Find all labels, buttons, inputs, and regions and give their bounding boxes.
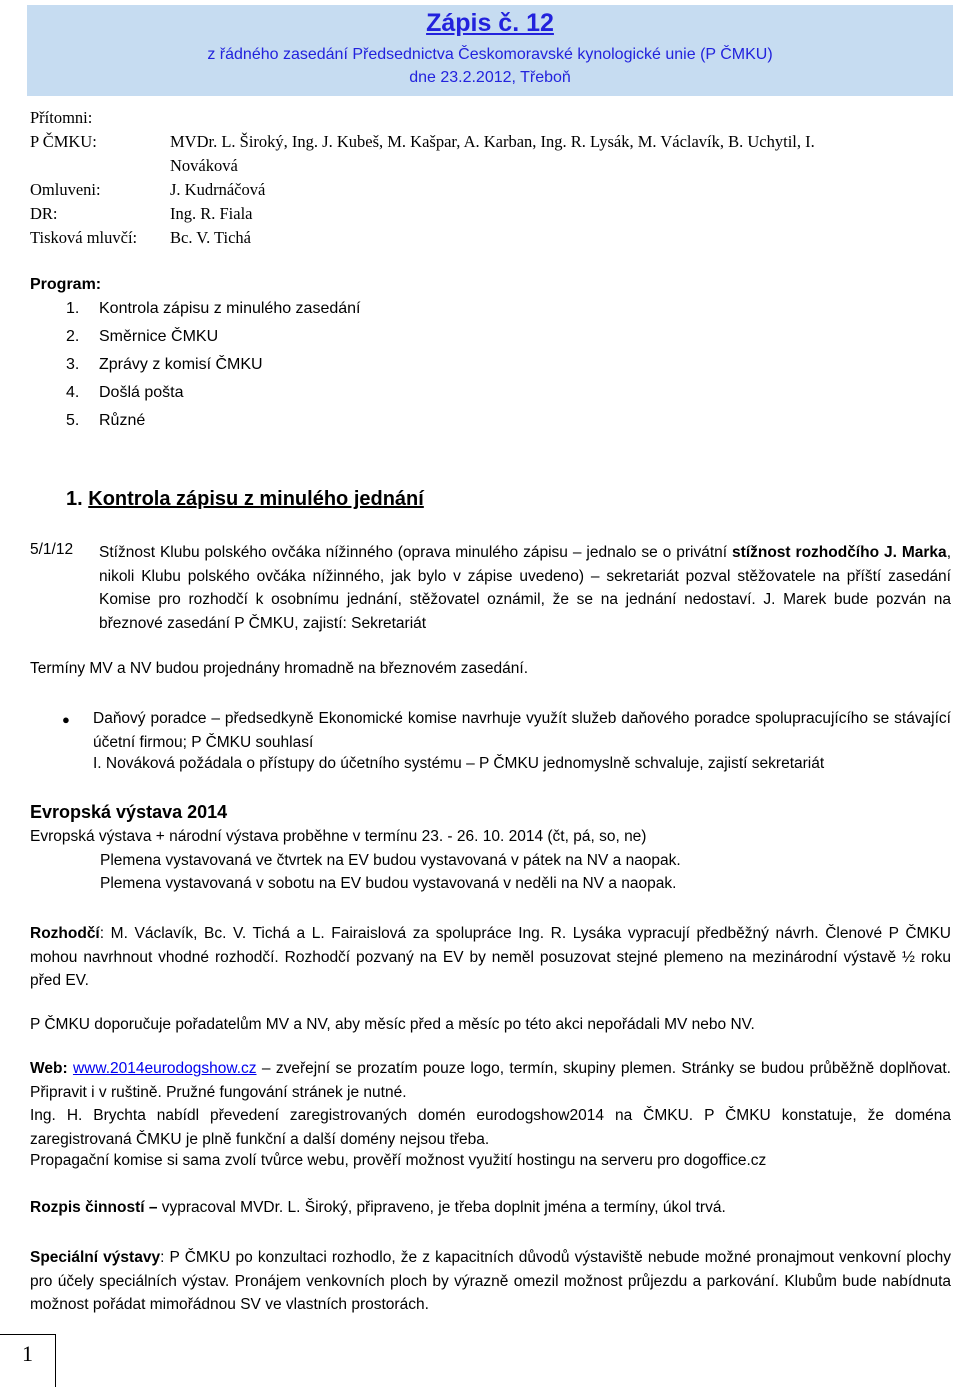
domains-paragraph: Ing. H. Brychta nabídl převedení zaregistrovaných domén eurodogshow2014 na ČMKU. P ČMKU konstatuje, že doména zaregistrovaná ČMKU je plně funkční a další domény nejsou třeba. <box>30 1107 951 1148</box>
program-item: 5. Různé <box>66 412 146 429</box>
accounting-access-paragraph: I. Nováková požádala o přístupy do účetního systému – P ČMKU jednomyslně schvaluje, zajistí sekretariát <box>93 755 825 772</box>
dr-label: DR: <box>30 204 58 223</box>
schedule-paragraph: Rozpis činností – vypracoval MVDr. L. Široký, připraveno, je třeba doplnit jména a termíny, úkol trvá. <box>30 1199 726 1216</box>
document-title: Zápis č. 12 <box>426 9 554 37</box>
dr-names: Ing. R. Fiala <box>170 204 253 223</box>
special-shows-paragraph: Speciální výstavy: P ČMKU po konzultaci rozhodlo, že z kapacitních důvodů výstaviště nebude možné pronajmout venkovní plochy pro účely speciálních výstav. Pronájem venkovních ploch by výrazně omezil možnost průjezdu a parkování. Klubům bude nabídnuta možnost pořádat mimořádnou SV ve vlastních prostorách. <box>30 1249 951 1313</box>
european-show-heading: Evropská výstava 2014 <box>30 802 228 822</box>
terms-paragraph: Termíny MV a NV budou projednány hromadně na březnovém zasedání. <box>30 660 529 677</box>
program-item: 3. Zprávy z komisí ČMKU <box>66 356 263 373</box>
document-header <box>27 5 953 96</box>
breeds-saturday-sunday: Plemena vystavovaná v sobotu na EV budou vystavovaná v neděli na NV a naopak. <box>100 875 677 892</box>
present-label: Přítomni: <box>30 108 93 127</box>
program-item: 2. Směrnice ČMKU <box>66 328 219 345</box>
section-heading: 1. Kontrola zápisu z minulého jednání <box>66 488 424 510</box>
press-label: Tisková mluvčí: <box>30 228 138 247</box>
tax-advisor-paragraph: Daňový poradce – předsedkyně Ekonomické komise navrhuje využít služeb daňového poradce spolupracujícího se stávající účetní firmou; P ČMKU souhlasí <box>93 710 951 751</box>
program-item: 4. Došlá pošta <box>66 384 184 401</box>
meeting-date-place: dne 23.2.2012, Třeboň <box>409 69 571 86</box>
program-title: Program: <box>30 276 102 293</box>
judges-paragraph: Rozhodčí: M. Václavík, Bc. V. Tichá a L. Fairaislová za spolupráce Ing. R. Lysáka vypracují předběžný návrh. Členové P ČMKU mohou navrhnout vhodné rozhodčí. Rozhodčí pozvaný na EV by neměl posuzovat stejné plemeno na mezinárodní výstavě ½ roku před EV. <box>30 925 951 989</box>
promo-commission-paragraph: Propagační komise si sama zvolí tvůrce webu, prověří možnost využití hostingu na serveru pro dogoffice.cz <box>30 1152 767 1169</box>
pcmku-label: P ČMKU: <box>30 132 97 151</box>
european-show-dates: Evropská výstava + národní výstava proběhne v termínu 23. - 26. 10. 2014 (čt, pá, so, ne) <box>30 828 647 845</box>
program-item: 1. Kontrola zápisu z minulého zasedání <box>66 300 361 317</box>
website-link[interactable]: www.2014eurodogshow.cz <box>72 1060 257 1077</box>
pcmku-names: MVDr. L. Široký, Ing. J. Kubeš, M. Kašpar, A. Karban, Ing. R. Lysák, M. Václavík, B. Uchytil, I. <box>170 132 815 151</box>
page-number: 1 <box>22 1341 33 1366</box>
web-paragraph: Web: www.2014eurodogshow.cz – zveřejní se prozatím pouze logo, termín, skupiny plemen. Stránky se budou průběžně doplňovat. Připravit i v ruštině. Pružné fungování stránek je nutné. <box>30 1060 951 1101</box>
excused-label: Omluveni: <box>30 180 101 199</box>
bullet-icon: ● <box>62 712 70 727</box>
breeds-thursday-friday: Plemena vystavovaná ve čtvrtek na EV budou vystavovaná v pátek na NV a naopak. <box>100 852 681 869</box>
recommendation-paragraph: P ČMKU doporučuje pořadatelům MV a NV, aby měsíc před a měsíc po této akci nepořádali MV nebo NV. <box>30 1016 755 1033</box>
item-reference: 5/1/12 <box>30 541 74 558</box>
meeting-description: z řádného zasedání Předsednictva Českomoravské kynologické unie (P ČMKU) <box>207 46 773 63</box>
press-names: Bc. V. Tichá <box>170 228 252 247</box>
pcmku-names-cont: Nováková <box>170 156 238 175</box>
complaint-paragraph: Stížnost Klubu polského ovčáka nížinného (oprava minulého zápisu – jednalo se o privátní stížnost rozhodčího J. Marka, nikoli Klubu polského ovčáka nížinného, jak bylo v zápise uvedeno) – sekretariát pozval stěžovatele na příští zasedání Komise pro rozhodčí k osobnímu jednání, stěžovatel oznámil, že se na jednání nedostaví. J. Marek bude pozván na březnové zasedání P ČMKU, zajistí: Sekretariát <box>99 544 951 632</box>
excused-names: J. Kudrnáčová <box>170 180 266 199</box>
